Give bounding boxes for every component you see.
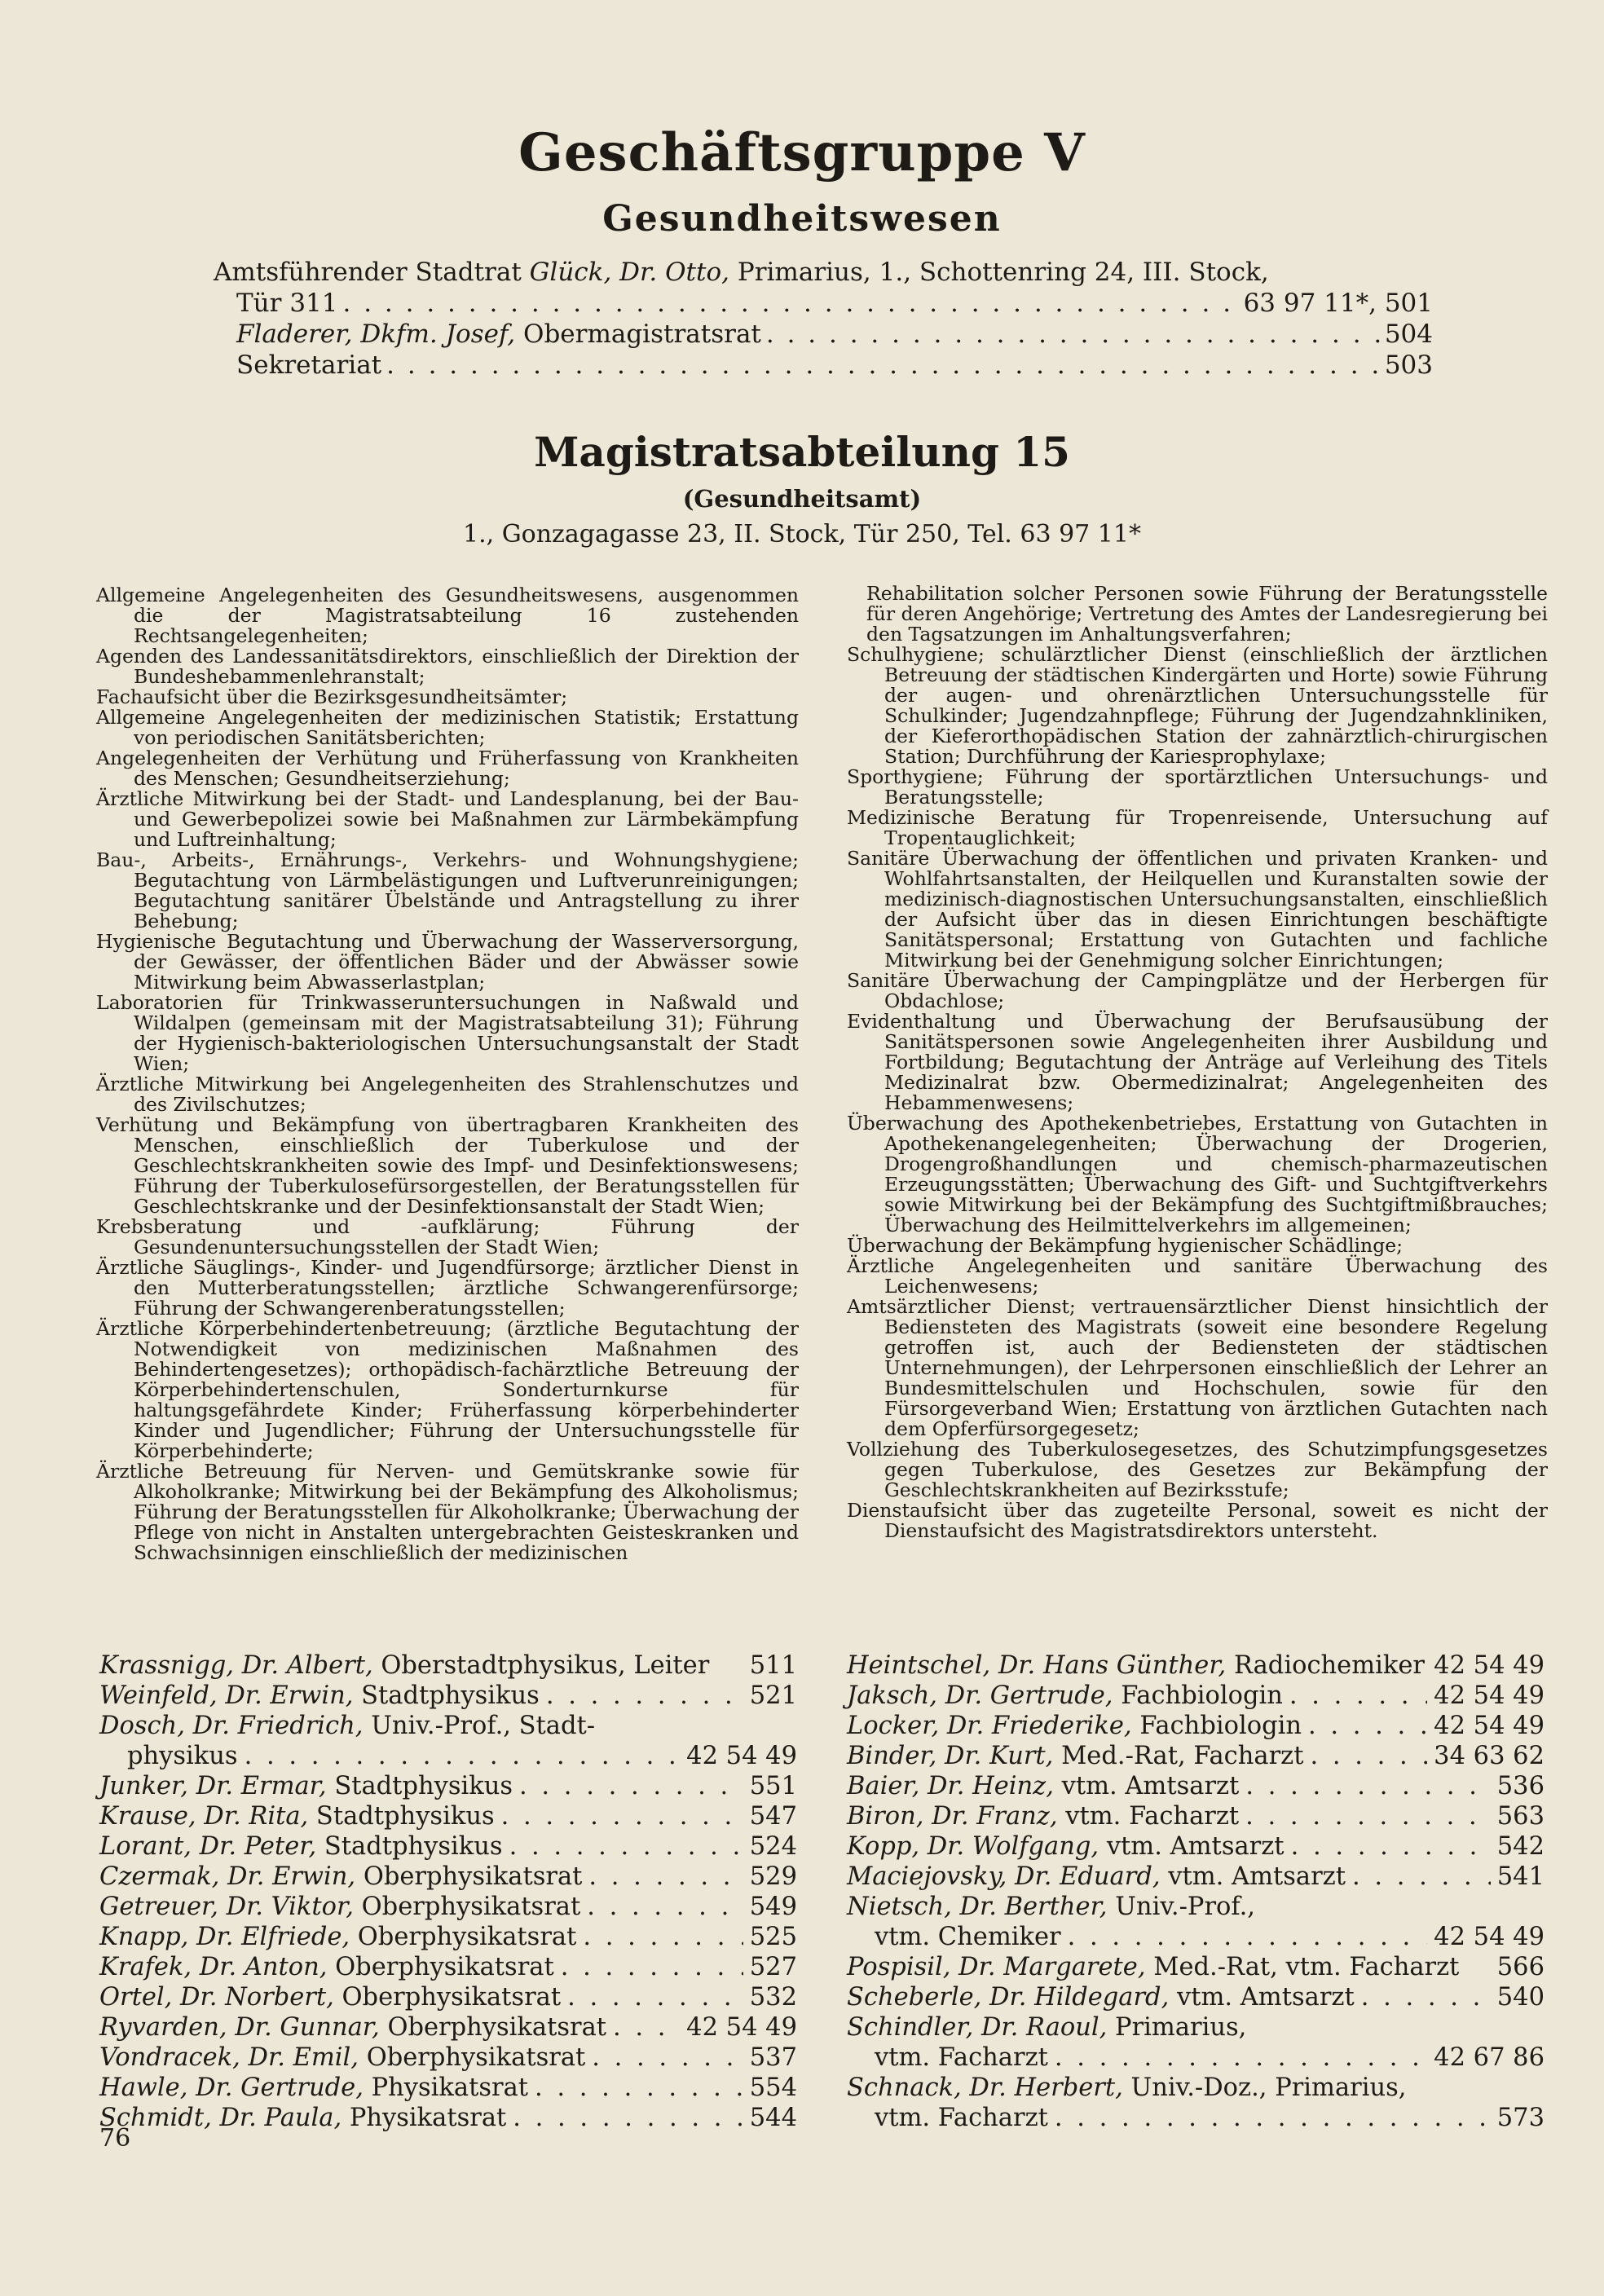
department-address: 1., Gonzagagasse 23, II. Stock, Tür 250, Tel. 63 97 11*: [463, 520, 1141, 549]
staff-row: [847, 1681, 1545, 1711]
amts-label: Amtsführender Stadtrat: [214, 258, 522, 287]
tuer-row: [236, 288, 1433, 319]
duty-item: Hygienische Begutachtung und Überwachung der Wasserversorgung, der Gewässer, der öffentlichen Bäder und der Abwässer sowie Mitwirkung beim Abwasserlastplan;: [96, 930, 799, 994]
duty-item: Allgemeine Angelegenheiten des Gesundheitswesens, ausgenommen die der Magistratsabteilung 16 zustehenden Rechtsangelegenheiten;: [96, 584, 799, 647]
tuer-label: Tür 311: [236, 289, 338, 318]
staff-role: Physikatsrat: [349, 2104, 507, 2132]
staff-number: 42 54 49: [1434, 1923, 1545, 1951]
staff-name: Krassnigg, Dr. Albert,: [99, 1651, 373, 1680]
staff-row: [99, 1771, 797, 1801]
staff-name: Locker, Dr. Friederike,: [847, 1712, 1132, 1740]
dot-leader: [1308, 1711, 1427, 1741]
staff-name: Krafek, Dr. Anton,: [99, 1953, 328, 1981]
dot-leader: [245, 1741, 681, 1771]
staff-role: vtm. Facharzt: [1065, 1802, 1240, 1831]
staff-role: Radiochemiker: [1233, 1651, 1426, 1680]
dot-leader: [1289, 1681, 1427, 1711]
staff-row: [847, 1952, 1545, 1982]
dot-leader: [1310, 1741, 1427, 1771]
staff-row: [99, 1741, 797, 1771]
staff-number: 537: [749, 2043, 797, 2072]
staff-name: Ortel, Dr. Norbert,: [99, 1983, 334, 2012]
staff-row: [847, 2043, 1545, 2073]
staff-role: vtm. Amtsarzt: [1106, 1832, 1285, 1861]
department-title: Magistratsabteilung 15: [534, 428, 1070, 476]
staff-row: [99, 1681, 797, 1711]
tuer-number: 63 97 11*, 501: [1243, 289, 1433, 318]
staff-number: 529: [749, 1862, 797, 1891]
staff-row: [847, 1801, 1545, 1831]
duty-item: Laboratorien für Trinkwasseruntersuchungen in Naßwald und Wildalpen (gemeinsam mit der Magistratsabteilung 31); Führung der Hygienisch-bakteriologischen Untersuchungsanstalt der Stadt Wien;: [96, 991, 799, 1075]
staff-role: Stadtphysikus: [334, 1772, 513, 1800]
sekretariat-label: Sekretariat: [236, 350, 382, 380]
staff-name: Nietsch, Dr. Berther,: [847, 1893, 1108, 1921]
staff-row: [99, 2073, 797, 2103]
staff-row: [99, 2043, 797, 2073]
staff-number: 34 63 62: [1434, 1742, 1545, 1770]
dot-leader: [513, 2103, 743, 2133]
duty-item: Allgemeine Angelegenheiten der medizinischen Statistik; Erstattung von periodischen Sanitätsberichten;: [96, 706, 799, 749]
dot-leader: [592, 2043, 743, 2073]
dot-leader: [588, 1862, 743, 1892]
duty-item: Ärztliche Mitwirkung bei Angelegenheiten des Strahlenschutzes und des Zivilschutzes;: [96, 1073, 799, 1116]
staff-name: Krause, Dr. Rita,: [99, 1802, 309, 1831]
dot-leader: [1291, 1831, 1491, 1862]
staff-number: 549: [749, 1893, 797, 1921]
staff-role: Oberstadtphysikus, Leiter: [381, 1651, 710, 1680]
staff-number: 573: [1496, 2104, 1545, 2132]
staff-role: Physikatsrat: [371, 2073, 529, 2102]
staff-name: Heintschel, Dr. Hans Günther,: [847, 1651, 1227, 1680]
dot-leader: [567, 1982, 743, 2012]
dot-leader: [561, 1952, 743, 1982]
duty-item: Krebsberatung und -aufklärung; Führung der Gesundenuntersuchungsstellen der Stadt Wien;: [96, 1215, 799, 1258]
staff-row: [99, 1892, 797, 1922]
amts-line: [214, 257, 1269, 288]
duty-item: Evidenthaltung und Überwachung der Berufsausübung der Sanitätspersonen sowie Angelegenheiten ihrer Ausbildung und Fortbildung; Begutachtung der Anträge auf Verleihung des Titels Medizinalrat bzw. Obermedizinalrat; Angelegenheiten des Hebammenwesens;: [847, 1010, 1548, 1114]
staff-name: Junker, Dr. Ermar,: [99, 1772, 327, 1800]
duty-item: Amtsärztlicher Dienst; vertrauensärztlicher Dienst hinsichtlich der Bediensteten des Magistrats (soweit eine besondere Regelung getroffen ist, auch der Bediensteten der städtischen Unternehmungen), der Lehrpersonen einschließlich der Lehrer an Bundesmittelschulen und Hochschulen, sowie für den Fürsorgeverband Wien; Erstattung von ärztlichen Gutachten nach dem Opferfürsorgegesetz;: [847, 1295, 1548, 1440]
staff-name: Ryvarden, Dr. Gunnar,: [99, 2013, 380, 2042]
staff-number: 544: [749, 2104, 797, 2132]
staff-row: [99, 1650, 797, 1681]
staff-row: [99, 1862, 797, 1892]
duties-right-column: [847, 584, 1548, 1541]
staff-row: [847, 1771, 1545, 1801]
staff-row: [99, 1952, 797, 1982]
dot-leader: [1245, 1801, 1491, 1831]
staff-name: Scheberle, Dr. Hildegard,: [847, 1983, 1170, 2012]
staff-number: 566: [1496, 1953, 1545, 1981]
staff-row: [99, 1982, 797, 2012]
staff-role: Stadtphysikus: [324, 1832, 503, 1861]
deputy-role: Obermagistratsrat: [523, 320, 761, 349]
staff-name: Maciejovsky, Dr. Eduard,: [847, 1862, 1161, 1891]
staff-row: [99, 1831, 797, 1862]
staff-number: 547: [749, 1802, 797, 1831]
duty-item: Sanitäre Überwachung der Campingplätze und der Herbergen für Obdachlose;: [847, 969, 1548, 1012]
staff-number: 42 67 86: [1434, 2043, 1545, 2072]
staff-name: Dosch, Dr. Friedrich,: [99, 1712, 364, 1740]
staff-role: Oberphysikatsrat: [357, 1923, 577, 1951]
staff-row: [847, 2012, 1545, 2043]
staff-number: 42 54 49: [1434, 1712, 1545, 1740]
staff-number: 511: [749, 1651, 797, 1680]
duty-item: Überwachung des Apothekenbetriebes, Erstattung von Gutachten in Apothekenangelegenheiten; Überwachung der Drogerien, Drogengroßhandlungen und chemisch-pharmazeutischen Erzeugungsstätten; Überwachung des Gift- und Suchtgiftverkehrs sowie Mitwirkung bei der Bekämpfung des Suchtgiftmißbrauches; Überwachung des Heilmittelverkehrs im allgemeinen;: [847, 1112, 1548, 1236]
duty-item: Fachaufsicht über die Bezirksgesundheitsämter;: [96, 685, 568, 708]
staff-row: [99, 1801, 797, 1831]
staff-name: Vondracek, Dr. Emil,: [99, 2043, 359, 2072]
deputy-number: 504: [1384, 320, 1433, 349]
dot-leader: [519, 1771, 743, 1801]
duty-item: Schulhygiene; schulärztlicher Dienst (einschließlich der ärztlichen Betreuung der städtischen Kindergärten und Horte) sowie Führung der augen- und ohrenärztlichen Untersuchungsstelle für Schulkinder; Jugendzahnpflege; Führung der Jugendzahnkliniken, der Kieferorthopädischen Station der zahnärztlich-chirurgischen Station; Durchführung der Kariesprophylaxe;: [847, 643, 1548, 768]
duty-item: Ärztliche Säuglings-, Kinder- und Jugendfürsorge; ärztlicher Dienst in den Mutterberatungsstellen; ärztliche Schwangerenfürsorge; Führung der Schwangerenberatungsstellen;: [96, 1256, 799, 1320]
staff-role: vtm. Facharzt: [875, 2043, 1048, 2072]
staff-role: vtm. Chemiker: [875, 1923, 1061, 1951]
duty-item: Überwachung der Bekämpfung hygienischer Schädlinge;: [847, 1234, 1404, 1257]
page-number: 76: [99, 2124, 131, 2153]
group-title: Geschäftsgruppe V: [518, 122, 1086, 183]
staff-name: Schindler, Dr. Raoul,: [847, 2013, 1108, 2042]
deputy-name: Fladerer, Dkfm. Josef,: [236, 320, 516, 349]
staff-row: [847, 1711, 1545, 1741]
staff-number: 525: [749, 1923, 797, 1951]
staff-name: Kopp, Dr. Wolfgang,: [847, 1832, 1099, 1861]
dot-leader: [583, 1922, 743, 1952]
staff-row: [847, 1922, 1545, 1952]
dot-leader: [613, 2012, 680, 2043]
dot-leader: [501, 1801, 743, 1831]
staff-role: Oberphysikatsrat: [361, 1893, 581, 1921]
staff-name: Lorant, Dr. Peter,: [99, 1832, 317, 1861]
dot-leader: [1068, 1922, 1428, 1952]
staff-row: [99, 2103, 797, 2133]
staff-number: 524: [749, 1832, 797, 1861]
amts-name: Glück, Dr. Otto,: [529, 258, 729, 287]
duty-item: Ärztliche Mitwirkung bei der Stadt- und Landesplanung, bei der Bau- und Gewerbepolizei sowie bei Maßnahmen zur Lärmbekämpfung und Luftreinhaltung;: [96, 787, 799, 851]
staff-name: Schmidt, Dr. Paula,: [99, 2104, 342, 2132]
staff-name: Binder, Dr. Kurt,: [847, 1742, 1054, 1770]
staff-role: Stadtphysikus: [315, 1802, 495, 1831]
dot-leader: [1055, 2103, 1491, 2133]
staff-name: Schnack, Dr. Herbert,: [847, 2073, 1123, 2102]
sekretariat-number: 503: [1384, 350, 1433, 380]
deputy-row: [236, 319, 1433, 350]
staff-number: 536: [1496, 1772, 1545, 1800]
duty-item: Ärztliche Angelegenheiten und sanitäre Überwachung des Leichenwesens;: [847, 1254, 1548, 1298]
staff-role: Oberphysikatsrat: [335, 1953, 554, 1981]
staff-role: Oberphysikatsrat: [387, 2013, 607, 2042]
staff-number: 554: [749, 2073, 797, 2102]
staff-number: 527: [749, 1953, 797, 1981]
dot-leader: [1361, 1982, 1491, 2012]
staff-row: [847, 1741, 1545, 1771]
dot-leader: [546, 1681, 743, 1711]
staff-role: Univ.-Prof., Stadt-: [371, 1712, 596, 1740]
staff-role: Fachbiologin: [1121, 1681, 1283, 1710]
staff-role: Oberphysikatsrat: [366, 2043, 586, 2072]
staff-number: 541: [1496, 1862, 1545, 1891]
staff-name: Czermak, Dr. Erwin,: [99, 1862, 356, 1891]
staff-row: [847, 1982, 1545, 2012]
staff-row: [99, 1711, 797, 1741]
staff-role: physikus: [127, 1742, 238, 1770]
staff-name: Getreuer, Dr. Viktor,: [99, 1893, 354, 1921]
staff-role: vtm. Facharzt: [875, 2104, 1048, 2132]
group-subtitle: Gesundheitswesen: [602, 198, 1002, 240]
staff-role: Primarius,: [1115, 2013, 1247, 2042]
dot-leader: [1055, 2043, 1427, 2073]
department-subtitle: (Gesundheitsamt): [682, 485, 922, 513]
dot-leader: [342, 288, 1238, 319]
staff-name: Hawle, Dr. Gertrude,: [99, 2073, 364, 2102]
staff-role: Med.-Rat, vtm. Facharzt: [1153, 1953, 1460, 1981]
staff-number: 42 54 49: [686, 2013, 797, 2042]
staff-role: vtm. Amtsarzt: [1168, 1862, 1346, 1891]
staff-number: 563: [1496, 1802, 1545, 1831]
dot-leader: [509, 1831, 743, 1862]
staff-row: [847, 2103, 1545, 2133]
duty-item: Vollziehung des Tuberkulosegesetzes, des Schutzimpfungsgesetzes gegen Tuberkulose, des Gesetzes zur Bekämpfung der Geschlechtskrankheiten auf Bezirksstufe;: [847, 1438, 1548, 1501]
duty-item: Bau-, Arbeits-, Ernährungs-, Verkehrs- und Wohnungshygiene; Begutachtung von Lärmbelästigungen und Luftverunreinigungen; Begutachtung sanitärer Übelstände und Antragstellung zu ihrer Behebung;: [96, 848, 799, 932]
dot-leader: [1245, 1771, 1490, 1801]
dot-leader: [386, 350, 1380, 381]
staff-role: Oberphysikatsrat: [342, 1983, 562, 2012]
dot-leader: [766, 319, 1380, 350]
duty-item: Ärztliche Betreuung für Nerven- und Gemütskranke sowie für Alkoholkranke; Mitwirkung bei der Bekämpfung des Alkoholismus; Führung der Beratungsstellen für Alkoholkranke; Überwachung der Pflege von nicht in Anstalten untergebrachten Geisteskranken und Schwachsinnigen einschließlich der medizinischen: [96, 1460, 799, 1564]
staff-number: 42 54 49: [686, 1742, 797, 1770]
sekretariat-row: [236, 350, 1433, 381]
staff-number: 542: [1496, 1832, 1545, 1861]
staff-row: [847, 1831, 1545, 1862]
duty-item: Sanitäre Überwachung der öffentlichen und privaten Kranken- und Wohlfahrtsanstalten, der Heilquellen und Kuranstalten sowie der medizinisch-diagnostischen Untersuchungsanstalten, einschließlich der Aufsicht über das in diesen Einrichtungen beschäftigte Sanitätspersonal; Erstattung von Gutachten und fachliche Mitwirkung bei der Genehmigung solcher Einrichtungen;: [847, 847, 1548, 972]
duty-item: Angelegenheiten der Verhütung und Früherfassung von Krankheiten des Menschen; Gesundheitserziehung;: [96, 747, 799, 790]
staff-role: vtm. Amtsarzt: [1061, 1772, 1240, 1800]
staff-left-list: [99, 1650, 797, 2133]
staff-role: Oberphysikatsrat: [363, 1862, 583, 1891]
staff-role: Med.-Rat, Facharzt: [1061, 1742, 1304, 1770]
staff-name: Pospisil, Dr. Margarete,: [847, 1953, 1146, 1981]
staff-row: [99, 2012, 797, 2043]
duty-item: Ärztliche Körperbehindertenbetreuung; (ärztliche Begutachtung der Notwendigkeit von medizinischen Maßnahmen des Behindertengesetzes); orthopädisch-fachärztliche Betreuung der Körperbehindertenschulen, Sonderturnkurse für haltungsgefährdete Kinder; Früherfassung körperbehinderter Kinder und Jugendlicher; Führung der Untersuchungsstelle für Körperbehinderte;: [96, 1317, 799, 1462]
staff-role: Fachbiologin: [1139, 1712, 1302, 1740]
duty-item: Dienstaufsicht über das zugeteilte Personal, soweit es nicht der Dienstaufsicht des Magistratsdirektors untersteht.: [847, 1499, 1548, 1542]
duty-continued: Rehabilitation solcher Personen sowie Führung der Beratungsstelle für deren Angehörige; Vertretung des Amtes der Landesregierung bei den Tagsatzungen im Anhaltungsverfahren;: [866, 582, 1548, 646]
dot-leader: [535, 2073, 743, 2103]
duty-item: Verhütung und Bekämpfung von übertragbaren Krankheiten des Menschen, einschließlich der Tuberkulose und der Geschlechtskrankheiten sowie des Impf- und Desinfektionswesens; Führung der Tuberkulosefürsorgestellen, der Beratungsstellen für Geschlechtskranke und der Desinfektionsanstalt der Stadt Wien;: [96, 1113, 799, 1218]
amts-rest: Primarius, 1., Schottenring 24, III. Stock,: [737, 258, 1269, 287]
staff-row: [847, 1650, 1545, 1681]
duty-item: Sporthygiene; Führung der sportärztlichen Untersuchungs- und Beratungsstelle;: [847, 765, 1548, 809]
duties-left-column: [96, 585, 799, 1563]
staff-role: Univ.-Prof.,: [1115, 1893, 1255, 1921]
staff-name: Jaksch, Dr. Gertrude,: [847, 1681, 1113, 1710]
staff-number: 551: [749, 1772, 797, 1800]
staff-number: 42 54 49: [1434, 1681, 1545, 1710]
staff-role: vtm. Amtsarzt: [1176, 1983, 1355, 2012]
staff-role: Univ.-Doz., Primarius,: [1130, 2073, 1407, 2102]
staff-name: Knapp, Dr. Elfriede,: [99, 1923, 350, 1951]
staff-row: [99, 1922, 797, 1952]
staff-number: 532: [749, 1983, 797, 2012]
staff-role: Stadtphysikus: [361, 1681, 540, 1710]
staff-name: Weinfeld, Dr. Erwin,: [99, 1681, 354, 1710]
staff-name: Biron, Dr. Franz,: [847, 1802, 1058, 1831]
dot-leader: [587, 1892, 743, 1922]
staff-name: Baier, Dr. Heinz,: [847, 1772, 1054, 1800]
staff-number: 521: [749, 1681, 797, 1710]
staff-number: 42 54 49: [1434, 1651, 1545, 1680]
staff-row: [847, 1862, 1545, 1892]
duty-item: Agenden des Landessanitätsdirektors, einschließlich der Direktion der Bundeshebammenlehranstalt;: [96, 645, 799, 688]
staff-row: [847, 1892, 1545, 1922]
staff-number: 540: [1496, 1983, 1545, 2012]
staff-right-list: [847, 1650, 1545, 2133]
dot-leader: [1352, 1862, 1491, 1892]
staff-row: [847, 2073, 1545, 2103]
duty-item: Medizinische Beratung für Tropenreisende, Untersuchung auf Tropentauglichkeit;: [847, 806, 1548, 849]
